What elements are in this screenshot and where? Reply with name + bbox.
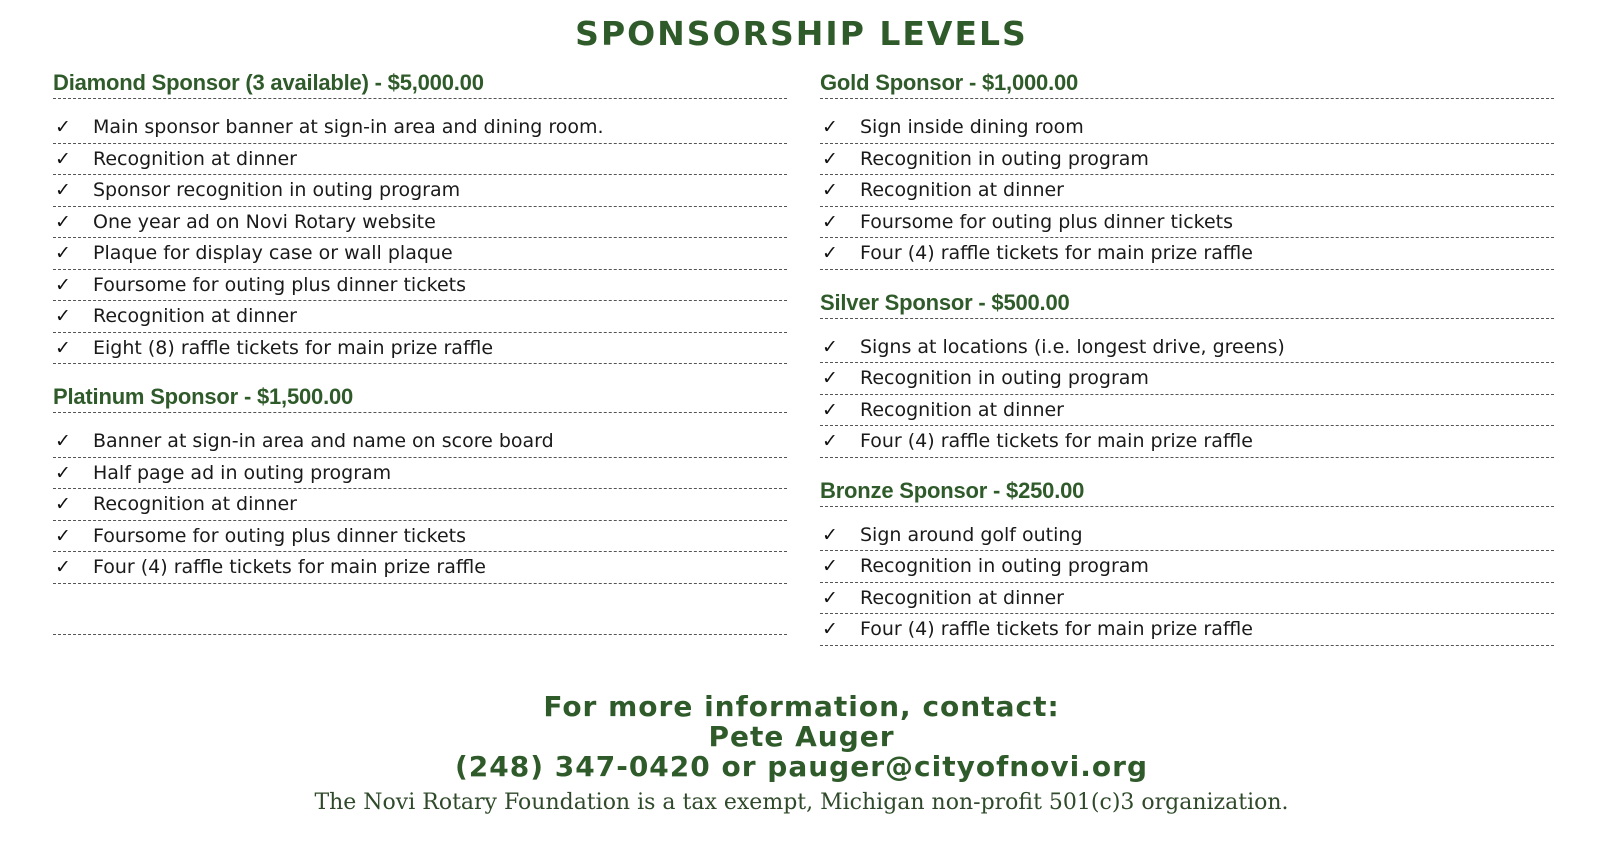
checkmark-icon: ✓ [55, 116, 71, 139]
benefit-text: Foursome for outing plus dinner tickets [93, 524, 467, 547]
benefit-item [820, 144, 1554, 176]
benefit-item [53, 270, 787, 302]
benefit-item [53, 144, 787, 176]
contact-details: (248) 347-0420 or pauger@cityofnovi.org [454, 750, 1149, 783]
benefit-item [820, 332, 1554, 364]
benefit-item [53, 458, 787, 490]
benefit-text: Recognition at dinner [93, 493, 297, 516]
benefit-text: Recognition at dinner [860, 586, 1064, 609]
benefit-item [820, 395, 1554, 427]
level-silver [820, 288, 1554, 458]
benefit-item [53, 489, 787, 521]
benefit-item [820, 112, 1554, 144]
benefit-text: Recognition at dinner [93, 147, 297, 170]
checkmark-icon: ✓ [55, 147, 71, 170]
level-heading: Silver Sponsor - $500.00 [820, 288, 1554, 319]
benefit-text: Eight (8) raffle tickets for main prize raffle [93, 336, 494, 359]
checkmark-icon: ✓ [55, 305, 71, 328]
benefit-item [53, 238, 787, 270]
benefit-text: Plaque for display case or wall plaque [93, 242, 453, 265]
checkmark-icon: ✓ [55, 461, 71, 484]
level-heading: Gold Sponsor - $1,000.00 [820, 68, 1554, 99]
benefit-text: Signs at locations (i.e. longest drive, greens) [860, 335, 1285, 358]
checkmark-icon: ✓ [822, 555, 838, 578]
benefit-list [820, 520, 1554, 646]
benefit-text: Sign inside dining room [860, 116, 1084, 139]
benefit-item [53, 333, 787, 365]
benefit-text: Sponsor recognition in outing program [93, 179, 461, 202]
checkmark-icon: ✓ [822, 210, 838, 233]
checkmark-icon: ✓ [822, 335, 838, 358]
benefit-list [53, 112, 787, 364]
benefit-item [53, 112, 787, 144]
benefit-text: Four (4) raffle tickets for main prize raffle [860, 430, 1253, 453]
checkmark-icon: ✓ [55, 210, 71, 233]
benefit-item [820, 238, 1554, 270]
checkmark-icon: ✓ [822, 242, 838, 265]
checkmark-icon: ✓ [55, 242, 71, 265]
level-bronze [820, 476, 1554, 646]
benefit-item [53, 175, 787, 207]
checkmark-icon: ✓ [822, 179, 838, 202]
checkmark-icon: ✓ [822, 523, 838, 546]
benefit-text: Four (4) raffle tickets for main prize raffle [93, 556, 486, 579]
tax-exempt-note: The Novi Rotary Foundation is a tax exempt, Michigan non-profit 501(c)3 organization. [314, 790, 1289, 815]
checkmark-icon: ✓ [55, 524, 71, 547]
benefit-text: Recognition in outing program [860, 555, 1149, 578]
benefit-text: Four (4) raffle tickets for main prize raffle [860, 618, 1253, 641]
page-title: SPONSORSHIP LEVELS [575, 14, 1028, 53]
level-heading: Platinum Sponsor - $1,500.00 [53, 382, 787, 413]
level-platinum [53, 382, 787, 635]
checkmark-icon: ✓ [55, 336, 71, 359]
benefit-item [820, 175, 1554, 207]
checkmark-icon: ✓ [822, 430, 838, 453]
benefit-text: Foursome for outing plus dinner tickets [860, 210, 1234, 233]
level-heading: Diamond Sponsor (3 available) - $5,000.00 [53, 68, 787, 99]
benefit-item [53, 301, 787, 333]
benefit-text: Recognition at dinner [93, 305, 297, 328]
checkmark-icon: ✓ [822, 147, 838, 170]
benefit-item [53, 207, 787, 239]
checkmark-icon: ✓ [55, 273, 71, 296]
benefit-item [53, 426, 787, 458]
benefit-text: One year ad on Novi Rotary website [93, 210, 436, 233]
benefit-list [820, 112, 1554, 270]
benefit-text: Sign around golf outing [860, 523, 1083, 546]
benefit-item [53, 552, 787, 584]
checkmark-icon: ✓ [822, 116, 838, 139]
benefit-text: Recognition in outing program [860, 367, 1149, 390]
contact-intro: For more information, contact: [543, 690, 1060, 723]
checkmark-icon: ✓ [55, 430, 71, 453]
benefit-text: Half page ad in outing program [93, 461, 392, 484]
level-heading: Bronze Sponsor - $250.00 [820, 476, 1554, 507]
checkmark-icon: ✓ [822, 367, 838, 390]
benefit-text: Main sponsor banner at sign-in area and dining room. [93, 116, 604, 139]
level-gold [820, 68, 1554, 270]
contact-block [0, 692, 1603, 782]
benefit-item [820, 426, 1554, 458]
benefit-text: Four (4) raffle tickets for main prize raffle [860, 242, 1253, 265]
benefit-item [820, 363, 1554, 395]
benefit-list [820, 332, 1554, 458]
left-column [53, 68, 787, 653]
benefit-text: Recognition in outing program [860, 147, 1149, 170]
checkmark-icon: ✓ [822, 618, 838, 641]
benefit-item [820, 520, 1554, 552]
benefit-item [820, 614, 1554, 646]
right-column [820, 68, 1554, 664]
benefit-text: Recognition at dinner [860, 398, 1064, 421]
checkmark-icon: ✓ [822, 398, 838, 421]
benefit-item [820, 551, 1554, 583]
benefit-text: Banner at sign-in area and name on score board [93, 430, 554, 453]
benefit-text: Recognition at dinner [860, 179, 1064, 202]
benefit-item [53, 521, 787, 553]
benefit-item [820, 583, 1554, 615]
checkmark-icon: ✓ [822, 586, 838, 609]
contact-name: Pete Auger [708, 720, 895, 753]
level-diamond [53, 68, 787, 364]
checkmark-icon: ✓ [55, 493, 71, 516]
benefit-list [53, 426, 787, 584]
checkmark-icon: ✓ [55, 556, 71, 579]
benefit-text: Foursome for outing plus dinner tickets [93, 273, 467, 296]
blank-line [53, 584, 787, 635]
benefit-item [820, 207, 1554, 239]
checkmark-icon: ✓ [55, 179, 71, 202]
